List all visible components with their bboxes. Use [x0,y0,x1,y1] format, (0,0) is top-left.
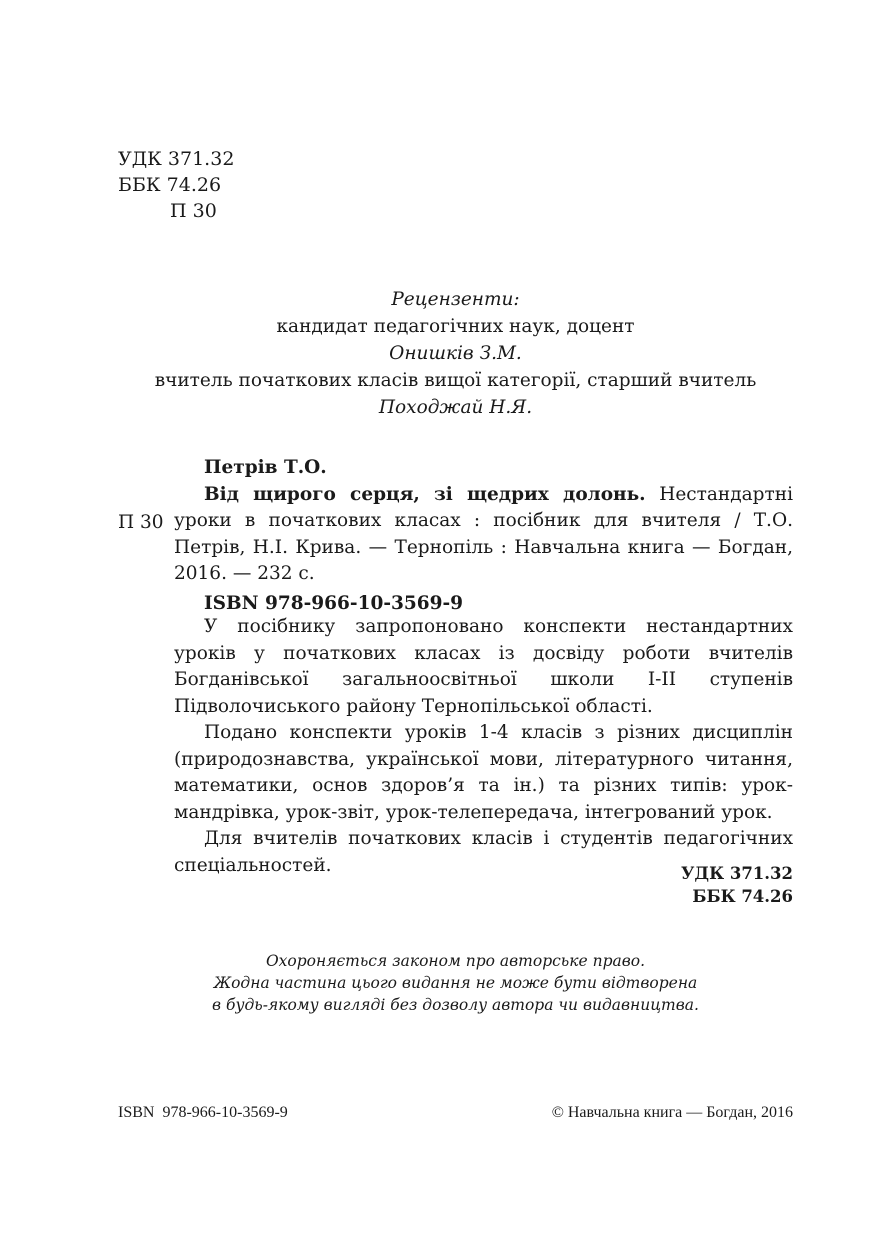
author-mark: П 30 [170,200,217,222]
annotation-paragraph: Для вчителів початкових класів і студентів педагогічних спеціальностей. [174,828,793,876]
annotation-udk: УДК 371.32 [681,864,793,883]
bib-isbn: ISBN 978-966-10-3569-9 [204,592,464,614]
annotation-paragraph: Подано конспекти уроків 1-4 класів з різних дисциплін (природознавства, української мови, літературного читання, математики, основ здоров’я та ін.) та різних типів: урок-мандрівка, урок-звіт, урок-телепередача, інтегрований урок. [174,722,793,823]
footer-isbn: ISBN 978-966-10-3569-9 [118,1104,288,1121]
udk-code: УДК 371.32 [118,148,235,170]
bib-author-mark: П 30 [118,512,164,533]
reviewer2-name: Походжай Н.Я. [378,397,533,418]
notice-line: Жодна частина цього видання не може бути відтворена [213,974,698,992]
notice-line: Охороняється законом про авторське право. [265,952,646,970]
classification-block [118,146,234,224]
bibliographic-entry [174,455,793,617]
reviewer2-position: вчитель початкових класів вищої категорії, старший вчитель [154,370,757,391]
reviewer1-position: кандидат педагогічних наук, доцент [276,316,635,337]
bbk-code: ББК 74.26 [118,174,222,196]
reviewer1-name: Онишків З.М. [389,343,522,364]
annotation [174,614,793,879]
annotation-codes [500,862,793,908]
copyright-notice [118,950,793,1016]
bib-title: Від щирого серця, зі щедрих долонь. [204,483,646,505]
bib-author: Петрів Т.О. [204,457,327,478]
bib-description-block [174,482,793,588]
footer-copyright: © Навчальна книга — Богдан, 2016 [551,1104,793,1121]
notice-line: в будь-якому вигляді без дозволу автора чи видавництва. [212,996,699,1014]
reviewers-heading: Рецензенти: [391,289,520,310]
annotation-paragraph: У посібнику запропоновано конспекти нестандартних уроків у початкових класах із досвіду роботи вчителів Богданівської загальноосвітньої школи І-ІІ ступенів Підволочиського району Тернопільської області. [174,616,793,717]
bib-description: Нестандартні уроки в початкових класах : посібник для вчителя / Т.О. Петрів, Н.І. Крива. — Тернопіль : Навчальна книга — Богдан, 2016. — 232 с. [174,483,793,584]
reviewers-block [118,286,793,421]
annotation-bbk: ББК 74.26 [692,887,793,906]
